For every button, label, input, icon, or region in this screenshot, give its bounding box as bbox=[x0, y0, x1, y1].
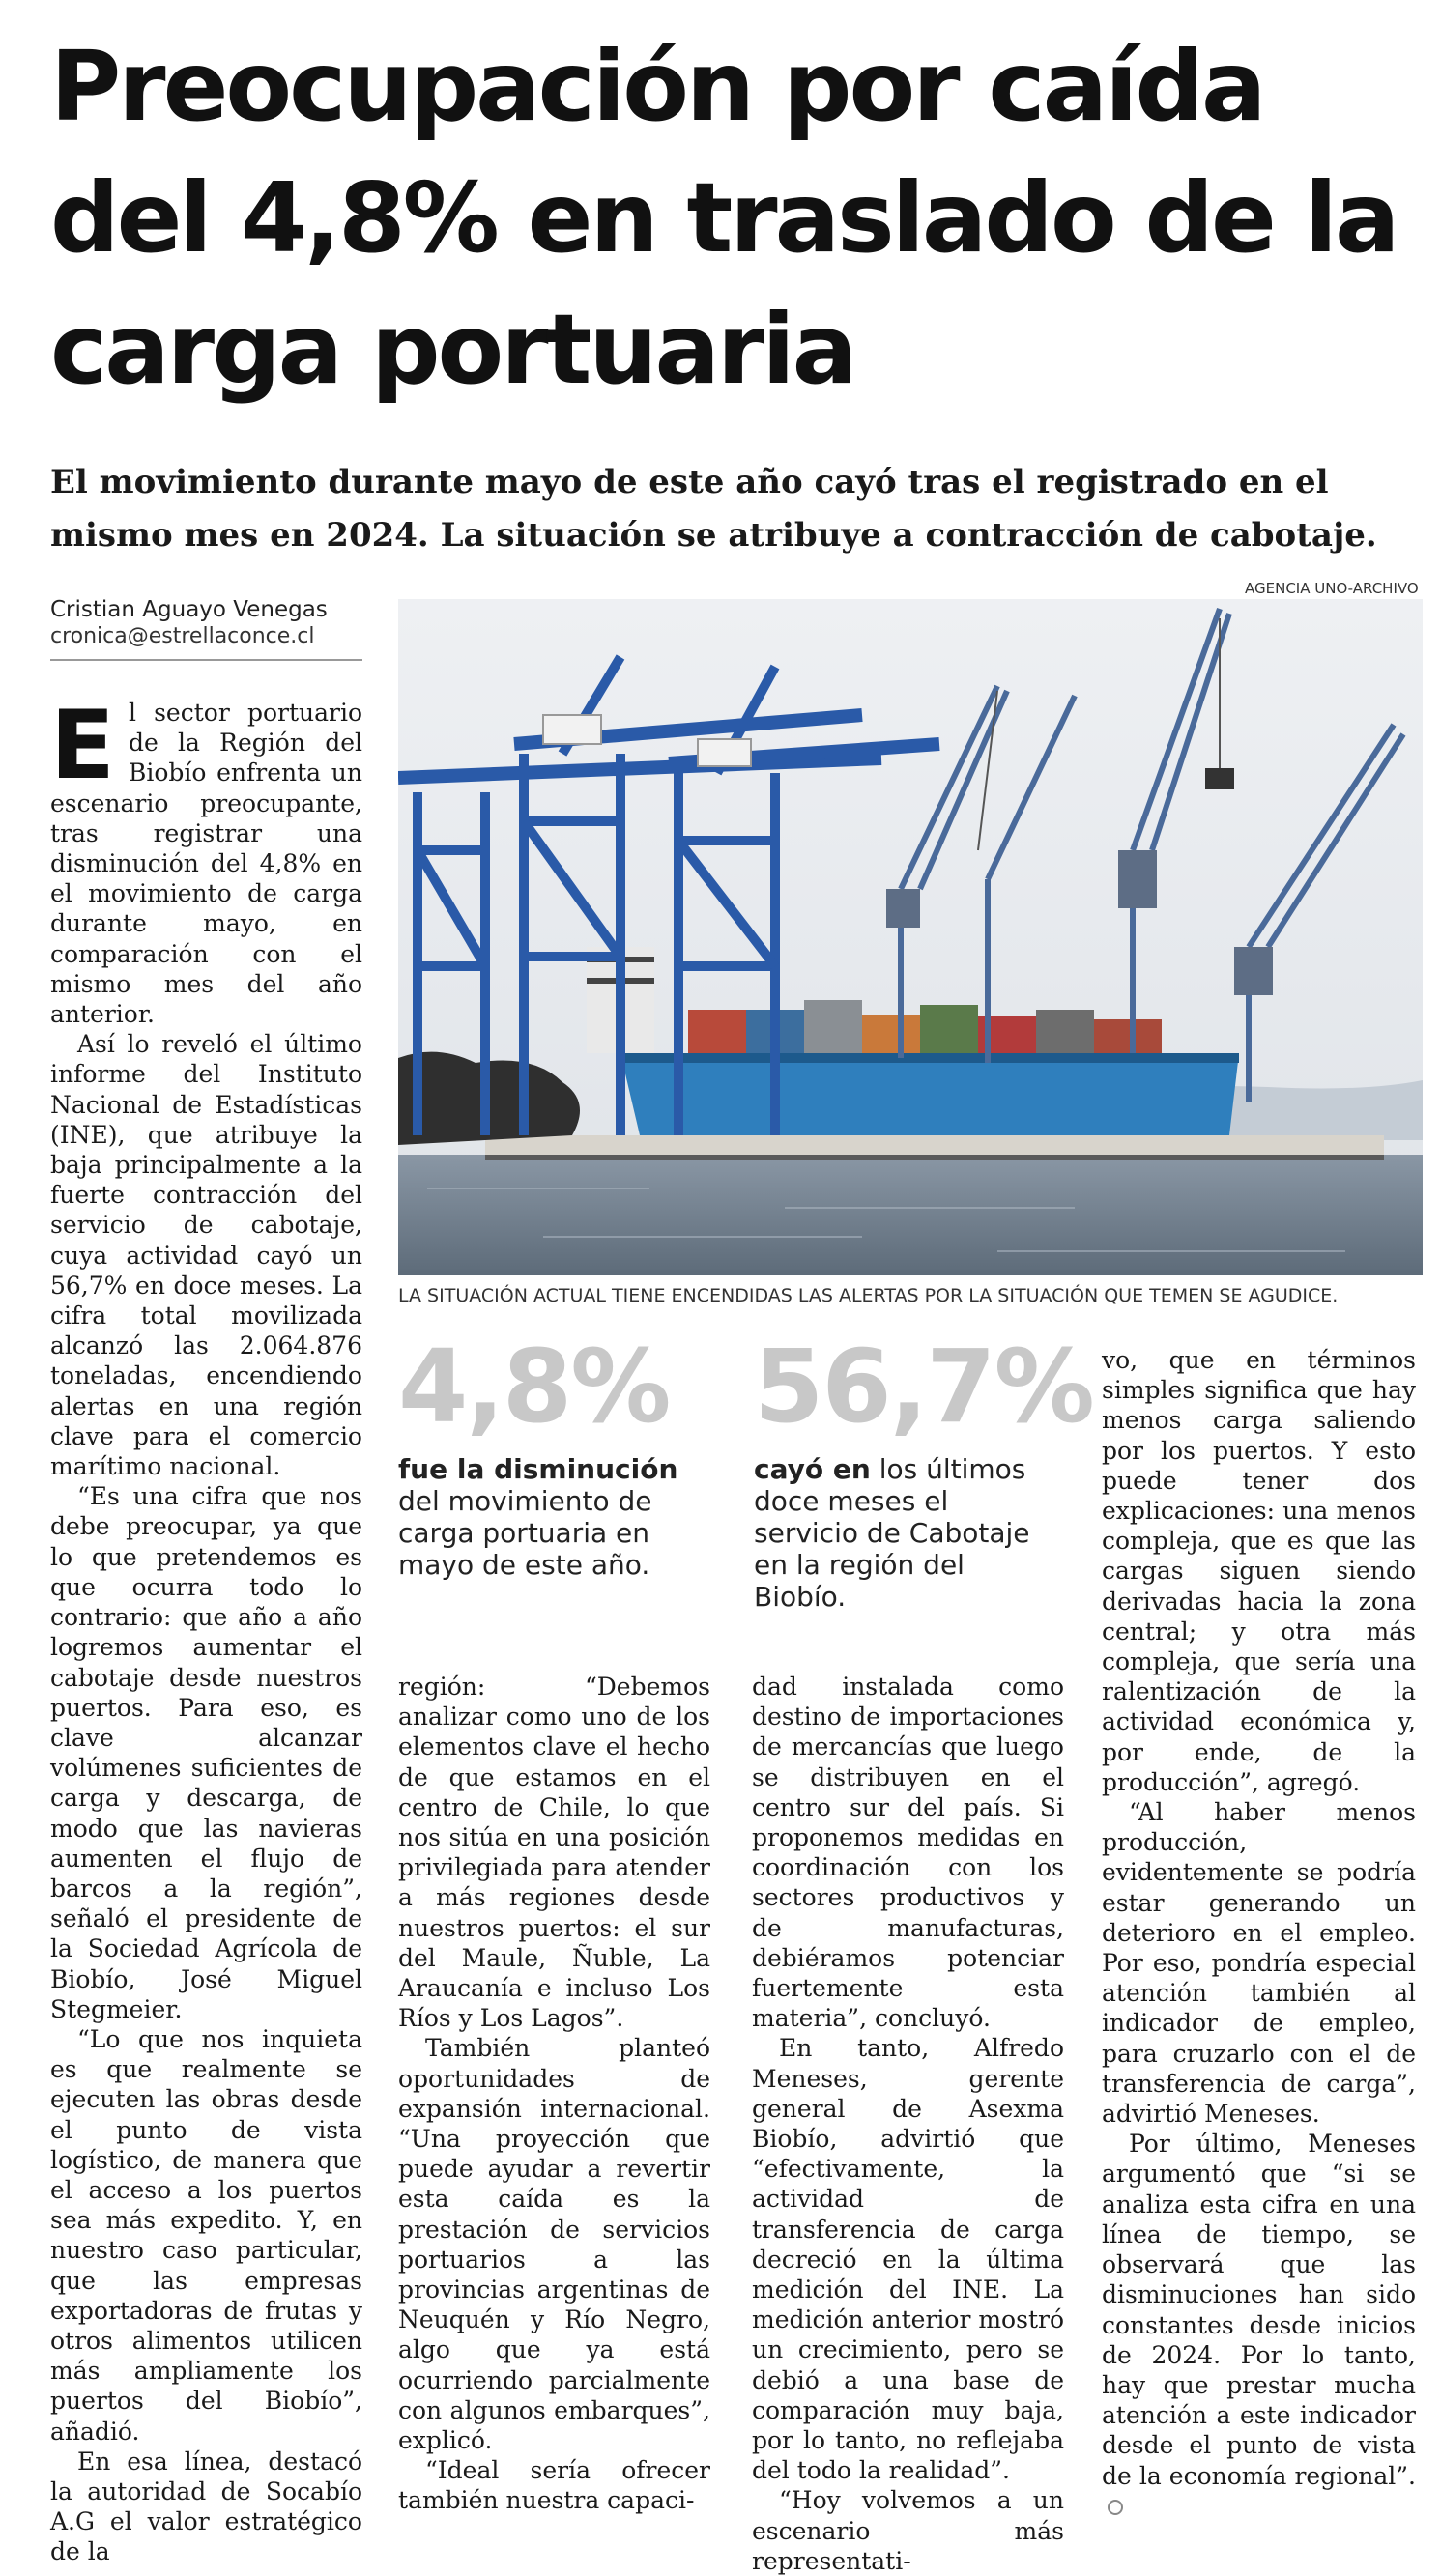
dropcap: E bbox=[50, 691, 115, 801]
author-name: Cristian Aguayo Venegas bbox=[50, 597, 328, 622]
stat-description-bold: cayó en bbox=[754, 1453, 871, 1485]
stat-value: 56,7% bbox=[754, 1328, 1093, 1445]
stat-description-bold: fue la disminución bbox=[398, 1453, 678, 1485]
paragraph: En esa línea, destacó la autoridad de Socabío A.G el valor estratégico de la bbox=[50, 2447, 362, 2566]
paragraph: También planteó oportunidades de expansión internacional. “Una proyección que puede ayudar a revertir esta caída es la prestación de servicios portuarios a las provincias argentinas de Neuquén y Río Negro, algo que ya está ocurriendo parcialmente con algunos embarques”, explicó. bbox=[398, 2034, 710, 2455]
article-column-4 bbox=[1102, 1345, 1416, 2521]
author-email[interactable]: cronica@estrellaconce.cl bbox=[50, 624, 315, 648]
paragraph: “Al haber menos producción, evidentemente se podría estar generando un deterioro en el empleo. Por eso, pondría especial atención también al indicador de empleo, para cruzarlo con el de transferencia de carga”, advirtió Meneses. bbox=[1102, 1798, 1416, 2129]
paragraph: vo, que en términos simples significa que hay menos carga saliendo por los puertos. Y esto puede tener dos explicaciones: una menos compleja, que es que las cargas siguen siendo derivadas hacia la zona central; y otra más compleja, que sería una ralentización de la actividad económica y, por ende, de la producción”, agregó. bbox=[1102, 1346, 1416, 1796]
stat-box-decrease bbox=[398, 1328, 688, 1581]
port-photo bbox=[398, 599, 1423, 1275]
paragraph: dad instalada como destino de importaciones de mercancías que luego se distribuyen en el centro sur del país. Si proponemos medidas en coordinación con los sectores productivos y de manufacturas, debiéramos potenciar fuertemente esta materia”, concluyó. bbox=[752, 1673, 1064, 2033]
stat-box-cabotaje bbox=[754, 1328, 1093, 1613]
deck-subtitle: El movimiento durante mayo de este año cayó tras el registrado en el mismo mes en 2024. La situación se atribuye a contracción de cabotaje. bbox=[50, 463, 1377, 555]
end-of-article-icon bbox=[1108, 2500, 1123, 2515]
paragraph bbox=[1102, 2129, 1416, 2521]
paragraph-text: l sector portuario de la Región del Biobío enfrenta un escenario preocupante, tras registrar una disminución del 4,8% en el movimiento de carga durante mayo, en comparación con el mismo mes del año anterior. bbox=[50, 699, 362, 1029]
paragraph: “Hoy volvemos a un escenario más representati- bbox=[752, 2486, 1064, 2575]
stat-description bbox=[398, 1453, 688, 1581]
paragraph bbox=[50, 691, 362, 1029]
stat-value: 4,8% bbox=[398, 1328, 670, 1445]
paragraph-text: Por último, Meneses argumentó que “si se analiza esta cifra en una línea de tiempo, se observará que las disminuciones han sido constantes desde inicios de 2024. Por lo tanto, hay que prestar mucha atención a este indicador desde el punto de vista de la economía regional”. bbox=[1102, 2130, 1416, 2490]
article-column-1 bbox=[50, 691, 362, 2567]
paragraph: “Ideal sería ofrecer también nuestra capaci- bbox=[398, 2456, 710, 2515]
paragraph: región: “Debemos analizar como uno de los elementos clave el hecho de que estamos en el centro de Chile, lo que nos sitúa en una posición privilegiada para atender a más regiones desde nuestros puertos: el sur del Maule, Ñuble, La Araucanía e incluso Los Ríos y Los Lagos”. bbox=[398, 1673, 710, 2033]
photo-credit: AGENCIA UNO-ARCHIVO bbox=[1245, 580, 1419, 597]
port-cranes-illustration bbox=[398, 599, 1423, 1275]
paragraph: “Es una cifra que nos debe preocupar, ya que lo que pretendemos es que ocurra todo lo contrario: que año a año logremos aumentar el cabotaje desde nuestros puertos. Para eso, es clave alcanzar volúmenes suficientes de carga y descarga, de modo que las navieras aumenten el flujo de barcos a la región”, señaló el presidente de la Sociedad Agrícola de Biobío, José Miguel Stegmeier. bbox=[50, 1482, 362, 2023]
stat-description bbox=[754, 1453, 1044, 1613]
stat-description-rest: del movimiento de carga portuaria en mayo de este año. bbox=[398, 1485, 652, 1581]
stat-description-rest: los últimos doce meses el servicio de Cabotaje en la región del Biobío. bbox=[754, 1453, 1030, 1613]
byline-divider bbox=[50, 659, 362, 661]
paragraph: “Lo que nos inquieta es que realmente se ejecuten las obras desde el punto de vista logístico, de manera que el acceso a los puertos sea más expedito. Y, en nuestro caso particular, que las empresas exportadoras de frutas y otros alimentos utilicen más ampliamente los puertos del Biobío”, añadió. bbox=[50, 2024, 362, 2446]
article-column-2 bbox=[398, 1672, 710, 2516]
article-column-3 bbox=[752, 1672, 1064, 2576]
paragraph: En tanto, Alfredo Meneses, gerente general de Asexma Biobío, advirtió que “efectivamente, la actividad de transferencia de carga decreció en la última medición del INE. La medición anterior mostró un crecimiento, pero se debió a una base de comparación muy baja, por lo tanto, no reflejaba del todo la realidad”. bbox=[752, 2034, 1064, 2485]
headline: Preocupación por caída del 4,8% en traslado de la carga portuaria bbox=[50, 30, 1398, 406]
photo-caption: LA SITUACIÓN ACTUAL TIENE ENCENDIDAS LAS ALERTAS POR LA SITUACIÓN QUE TEMEN SE AGUDICE. bbox=[398, 1285, 1339, 1306]
paragraph: Así lo reveló el último informe del Instituto Nacional de Estadísticas (INE), que atribuye la baja principalmente a la fuerte contracción del servicio de cabotaje, cuya actividad cayó un 56,7% en doce meses. La cifra total movilizada alcanzó las 2.064.876 toneladas, encendiendo alertas en una región clave para el comercio marítimo nacional. bbox=[50, 1030, 362, 1481]
